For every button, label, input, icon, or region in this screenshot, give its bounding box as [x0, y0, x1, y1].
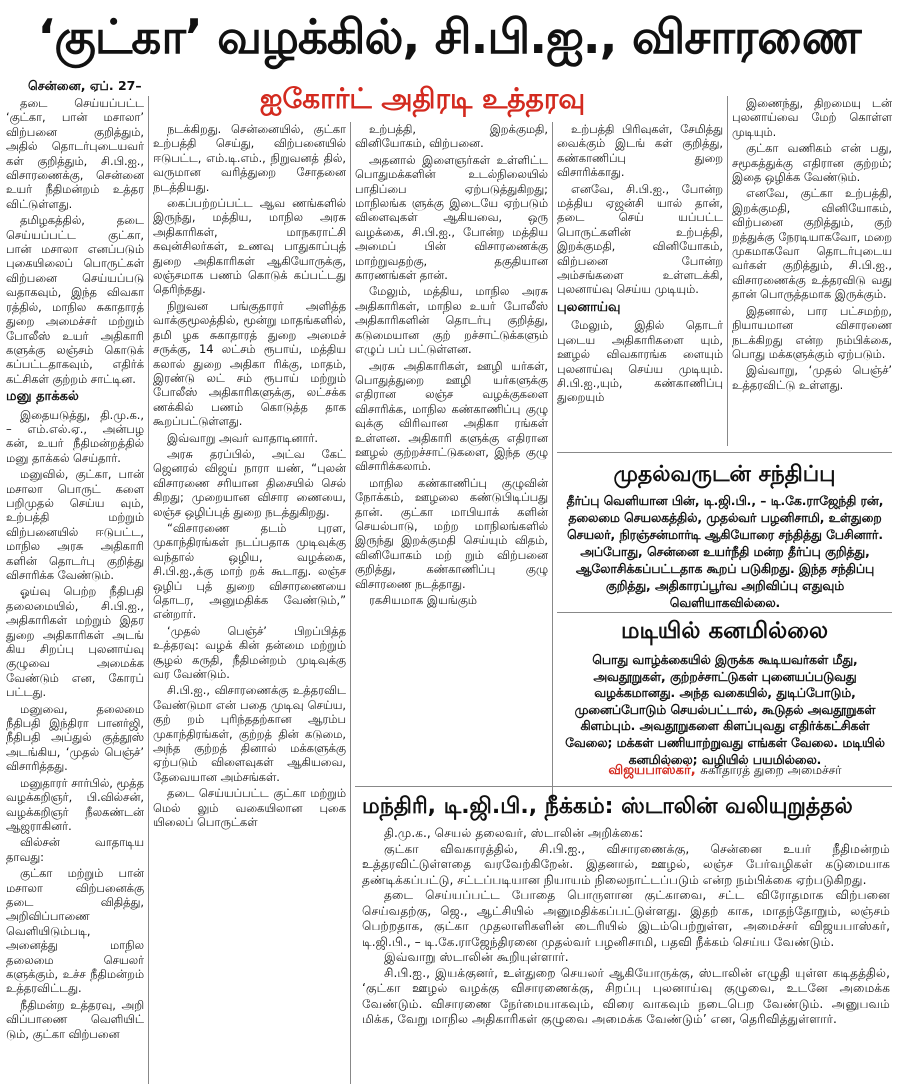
article-column-4 — [557, 122, 723, 458]
paragraph: நிறுவன பங்குதாரர் அளித்த வாக்குமூலத்தில், மூன்று மாதங்களில், தமி ழக சுகாதாரத் துறை அமைச் சருக்கு, 14 லட்சம் ரூபாய், மத்திய கலால் துறை அதிகா ரிக்கு, மாதம், இரண்டு லட் சம் ரூபாய் மற்றும் போலீஸ் அதிகாரிகளுக்கு, லட்சக்க ணக்கில் பணம் கொடுத்த தாக கூறப்பட்டுள்ளது. — [153, 298, 346, 429]
paragraph: அதனால் இளைஞர்கள் உள்ளிட்ட பொதுமக்களின் உடல்நிலையில் பாதிப்பை ஏற்படுத்துகிறது; மாநிலங்க ளுக்கு இடையே ஏற்படும் விளைவுகள் ஆகியவை, ஒரு வழக்கை, சி.பி.ஐ., போன்ற மத்திய அமைப் பின் விசாரணைக்கு மாற்றுவதற்கு, தகுதியான காரணங்கள் தான். — [355, 152, 548, 283]
paragraph: ரகசியமாக இயங்கும் — [369, 593, 477, 607]
author-role: சுகாதாரத் துறை அமைச்சர் — [700, 763, 842, 777]
paragraph: இவ்வாறு அவர் வாதாடினார். — [167, 430, 318, 445]
paragraph: எனவே, சி.பி.ஐ., போன்ற மத்திய ஏஜன்சி யால் தான், தடை செய் யப்பட்ட பொருட்களின் உற்பத்தி, இறக்குமதி, வினியோகம், விற்பனை போன்ற அம்சங்களை உள்ளடக்கி, புலனாய்வு செய்ய முடியும். — [557, 181, 723, 297]
paragraph: உற்பத்தி பிரிவுகள், சேமித்து வைக்கும் இடங் கள் குறித்து, கண்காணிப்பு துறை விசாரிக்காது. — [557, 122, 723, 180]
article-column-2 — [153, 122, 346, 1084]
paragraph: சி.பி.ஐ., இயக்குனர், உள்துறை செயலர் ஆகியோருக்கு, ஸ்டாலின் எழுதி யுள்ள கடிதத்தில், ‘குட்கா ஊழல் வழக்கு விசாரணைக்கு, சிறப்பு புலனாய்வு குழுவை, உடனே அமைக்க வேண்டும். விசாரணை நேர்மையாகவும், விரை வாகவும் நடைபெற வேண்டும். அனுபவம் மிக்க, வேறு மாநில அதிகாரிகள் குழுவை அமைக்க வேண்டும்’ என, தெரிவித்துள்ளார். — [362, 965, 890, 1026]
paragraph: தடை செய்யப்பட்ட குட்கா மற்றும் மெல் லும் வகையிலான புகை யிலைப் பொருட்கள் — [153, 786, 346, 830]
box-divider — [557, 612, 892, 613]
dateline: சென்னை, ஏப். 27– — [28, 78, 142, 93]
column-divider — [552, 122, 553, 810]
paragraph: நடக்கிறது. சென்னையில், குட்கா உற்பத்தி செய்து, விற்பனையில் ஈடுபட்ட, எம்.டி.எம்., நிறுவனத் தில், வருமான வரித்துறை சோதனை நடத்தியது. — [153, 122, 346, 194]
subheadline: ஐகோர்ட் அதிரடி உத்தரவு — [259, 82, 586, 115]
author-name: விஜயபாஸ்கர், — [608, 763, 696, 778]
paragraph: இதனால், பார பட்சமற்ற, நியாயமான விசாரணை நடக்கிறது என்ற நம்பிக்கை, பொது மக்களுக்கும் ஏற்படும். — [732, 303, 892, 361]
minister-byline — [560, 763, 890, 779]
paragraph: ‘முதல் பெஞ்ச்’ பிறப்பித்த உத்தரவு: வழக் கின் தன்மை மற்றும் சூழல் கருதி, நீதிமன்றம் முடிவுக்கு வர வேண்டும். — [153, 623, 346, 682]
section-heading: புலனாய்வு — [557, 299, 621, 315]
section-heading: மனு தாக்கல் — [6, 389, 79, 405]
paragraph: இவ்வாறு, ‘முதல் பெஞ்ச்’ உத்தரவிட்டு உள்ளது. — [732, 363, 892, 392]
minister-box-text: பொது வாழ்க்கையில் இருக்க கூடியவர்கள் மீது, அவதூறுகள், குற்றச்சாட்டுகள் புனையப்படுவது வழக்கமானது. அந்த வகையில், துடிப்போடும், முனைப்போடும் செயல்பட்டால், கூடுதல் அவதூறுகள் கிளம்பும். அவதூறுகளை கிளப்புவது எதிர்க்கட்சிகள் வேலை; மக்கள் பணியாற்றுவது எங்கள் வேலை. மடியில் கனமில்லை; வழியில் பயமில்லை. — [565, 653, 885, 767]
paragraph: மாநில கண்காணிப்பு குழுவின் நோக்கம், ஊழலை கண்டுபிடிப்பது தான். குட்கா மாபியாக் களின் செயல்பாடு, மற்ற மாநிலங்களில் இருந்து இறக்குமதி செய்யும் விதம், வினியோகம் மற் றும் விற்பனை குறித்து, கண்காணிப்பு குழு விசாரணை நடத்தாது. — [355, 475, 548, 591]
paragraph: குட்கா வணிகம் என் பது, சமூகத்துக்கு எதிரான குற்றம்; இதை ஒழிக்க வேண்டும். — [732, 141, 892, 185]
paragraph: குட்கா மற்றும் பான் மசாலா விற்பனைக்கு தடை விதித்து, அறிவிப்பாணை வெளியிடும்படி, அனைத்து மாநில தலைமை செயலர் களுக்கும், உச்ச நீதிமன்றம் உத்தரவிட்டது. — [6, 866, 144, 996]
paragraph: குட்கா விவகாரத்தில், சி.பி.ஐ., விசாரணைக்கு, சென்னை உயர் நீதிமன்றம் உத்தரவிட்டுள்ளதை வரவேற்கிறேன். இதனால், ஊழல், லஞ்ச பேர்வழிகள் கடுமையாக தண்டிக்கப்பட்டு, சட்டப்படியான நியாயம் நிலைநாட்டப்படும் என்ற நம்பிக்கை ஏற்படுகிறது. — [362, 841, 890, 887]
column-divider — [148, 96, 149, 1084]
headline: ‘குட்கா’ வழக்கில், சி.பி.ஐ., விசாரணை — [37, 10, 861, 65]
meeting-box-title: முதல்வருடன் சந்திப்பு — [613, 462, 836, 487]
paragraph: அரசு அதிகாரிகள், ஊழி யர்கள், பொதுத்துறை ஊழி யர்களுக்கு எதிரான லஞ்ச வழக்குகளை விசாரிக்க, மாநில கண்காணிப்பு குழு வுக்கு விரிவான அதிகா ரங்கள் உள்ளன. அதிகாரி களுக்கு எதிரான ஊழல் குற்றச்சாட்டுகளை, இந்த குழு விசாரிக்கலாம். — [355, 358, 548, 474]
article-column-1 — [6, 96, 144, 1084]
paragraph: உற்பத்தி, இறக்குமதி, வினியோகம், விற்பனை. — [355, 122, 548, 151]
paragraph: ஓய்வு பெற்ற நீதிபதி தலைமையில், சி.பி.ஐ., அதிகாரிகள் மற்றும் இதர துறை அதிகாரிகள் அடங் கிய சிறப்பு புலனாய்வு குழுவை அமைக்க வேண்டும் என, கோரப் பட்டது. — [6, 584, 144, 700]
minister-box-title: மடியில் கனமில்லை — [620, 618, 829, 644]
paragraph: அரசு தரப்பில், அட்வ கேட் ஜெனரல் விஜய் நாரா யண், “புலன் விசாரணை சரியான திசையில் செல் கிறது; முறையான விசார ணையை, லஞ்ச ஒழிப்புத் துறை நடத்துகிறது. — [153, 446, 346, 519]
paragraph: மனுதாரர் சார்பில், மூத்த வழக்கறிஞர், பி.வில்சன், வழக்கறிஞர் நீலகண்டன் ஆஜராகினர். — [6, 775, 144, 833]
paragraph: மனுவை, தலைமை நீதிபதி இந்திரா பானர்ஜி, நீதிபதி அப்துல் குத்தூஸ் அடங்கிய, ‘முதல் பெஞ்ச்’ விசாரித்தது. — [6, 701, 144, 774]
paragraph: இணைந்து, திறமையு டன் புலனாய்வை மேற் கொள்ள முடியும். — [732, 96, 892, 139]
paragraph: “விசாரணை தடம் புரள, முகாந்திரங்கள் நடப்பதாக முடிவுக்கு வந்தால் ஒழிய, வழக்கை, சி.பி.ஐ.,க்கு மாற் றக் கூடாது. லஞ்ச ஒழிப் புத் துறை விசாரணையை தொடர, அனுமதிக்க வேண்டும்,” என்றார். — [153, 520, 346, 622]
box-divider — [557, 452, 892, 453]
column-divider — [350, 122, 351, 1084]
stalin-box-text — [362, 826, 890, 1084]
paragraph: தடை செய்யப்பட்ட போதை பொருளான குட்காவை, சட்ட விரோதமாக விற்பனை செய்வதற்கு, ஜெ., ஆட்சியில் அனுமதிக்கப்பட்டுள்ளது. இதற் காக, மாதந்தோறும், லஞ்சம் பெற்றதாக, குட்கா முதலாளிகளின் டைரியில் இடம்பெற்றுள்ள, அமைச்சர் விஜயபாஸ்கர், டி.ஜி.பி., – டி.கே.ராஜேந்திரனை முதல்வர் பழனிசாமி, பதவி நீக்கம் செய்ய வேண்டும். — [362, 888, 890, 949]
stalin-box-title: மந்திரி, டி.ஜி.பி., நீக்கம்: ஸ்டாலின் வலியுறுத்தல் — [362, 794, 853, 819]
paragraph: மேலும், இதில் தொடர் புடைய அதிகாரிகளை யும், ஊழல் விவகாரங்க ளையும் புலனாய்வு செய்ய முடியும். சி.பி.ஐ.,யும், கண்காணிப்பு துறையும் — [557, 318, 723, 405]
box-divider — [355, 786, 892, 787]
paragraph: வில்சன் வாதாடிய தாவது: — [6, 835, 144, 864]
paragraph: சி.பி.ஐ., விசாரணைக்கு உத்தரவிட வேண்டுமா என் பதை முடிவு செய்ய, குற் றம் புரிந்ததற்கான ஆரம்ப முகாந்திரங்கள், குற்றத் தின் கடுமை, அந்த குற்றத் தினால் மக்களுக்கு ஏற்படும் விளைவுகள் ஆகியவை, தேவையான அம்சங்கள். — [153, 683, 346, 784]
paragraph: எனவே, குட்கா உற்பத்தி, இறக்குமதி, வினியோகம், விற்பனை குறித்தும், குற் றத்துக்கு நேரடியாகவோ, மறை முகமாகவோ தொடர்புடைய வர்கள் குறித்தும், சி.பி.ஐ., விசாரணைக்கு உத்தரவிடு வது தான் பொருத்தமாக இருக்கும். — [732, 186, 892, 302]
paragraph: கைப்பற்றப்பட்ட ஆவ ணங்களில் இருந்து, மத்திய, மாநில அரசு அதிகாரிகள், மாநகராட்சி கவுன்சிலர்கள், உணவு பாதுகாப்புத் துறை அதிகாரிகள் ஆகியோருக்கு, லஞ்சமாக பணம் கொடுக் கப்பட்டது தெரிந்தது. — [153, 196, 346, 297]
article-column-5 — [732, 96, 892, 446]
paragraph: தடை செய்யப்பட்ட ‘குட்கா, பான் மசாலா’ விற்பனை குறித்தும், அதில் தொடர்புடையவர் கள் குறித்தும், சி.பி.ஐ., விசாரணைக்கு, சென்னை உயர் நீதிமன்றம் உத்தர விட்டுள்ளது. — [6, 96, 144, 211]
article-column-3 — [355, 122, 548, 810]
paragraph: மனுவில், குட்கா, பான் மசாலா பொருட் களை பறிமுதல் செய்ய வும், உற்பத்தி மற்றும் விற்பனையில் ஈடுபட்ட, மாநில அரசு அதிகாரி களின் தொடர்பு குறித்து விசாரிக்க வேண்டும். — [6, 467, 144, 582]
paragraph: தமிழகத்தில், தடை செய்யப்பட்ட குட்கா, பான் மசாலா எனப்படும் புகையிலைப் பொருட்கள் விற்பனை செய்யப்படு வதாகவும், இந்த விவகா ரத்தில், மாநில சுகாதாரத் துறை அமைச்சர் மற்றும் போலீஸ் உயர் அதிகாரி களுக்கு லஞ்சம் கொடுக் கப்பட்டதாகவும், எதிர்க் கட்சிகள் குற்றம் சாட்டின. — [6, 213, 144, 386]
paragraph: இதையடுத்து, தி.மு.க., – எம்.எல்.ஏ., அன்பழ கன், உயர் நீதிமன்றத்தில் மனு தாக்கல் செய்தார். — [6, 407, 144, 465]
paragraph: தி.மு.க., செயல் தலைவர், ஸ்டாலின் அறிக்கை: — [384, 826, 644, 840]
paragraph: இவ்வாறு ஸ்டாலின் கூறியுள்ளார். — [384, 950, 569, 964]
meeting-box-text: தீர்ப்பு வெளியான பின், டி.ஜி.பி., – டி.கே.ராஜேந்தி ரன், தலைமை செயலகத்தில், முதல்வர் பழனிசாமி, உள்துறை செயலர், நிரஞ்சன்மார்டி ஆகியோரை சந்தித்து பேசினார். அப்போது, சென்னை உயர்நீதி மன்ற தீர்ப்பு குறித்து, ஆலோசிக்கப்பட்டதாக கூறப் படுகிறது. இந்த சந்திப்பு குறித்து, அதிகாரப்பூர்வ அறிவிப்பு எதுவும் வெளியாகவில்லை. — [566, 494, 884, 610]
column-divider — [727, 96, 728, 446]
paragraph: மேலும், மத்திய, மாநில அரசு அதிகாரிகள், மாநில உயர் போலீஸ் அதிகாரிகளின் தொடர்பு குறித்து, கடுமையான குற் றச்சாட்டுக்களும் எழுப் பப் பட்டுள்ளன. — [355, 284, 548, 357]
paragraph: நீதிமன்ற உத்தரவு, அறி விப்பாணை வெளியிட் டும், குட்கா விற்பனை — [6, 997, 144, 1041]
